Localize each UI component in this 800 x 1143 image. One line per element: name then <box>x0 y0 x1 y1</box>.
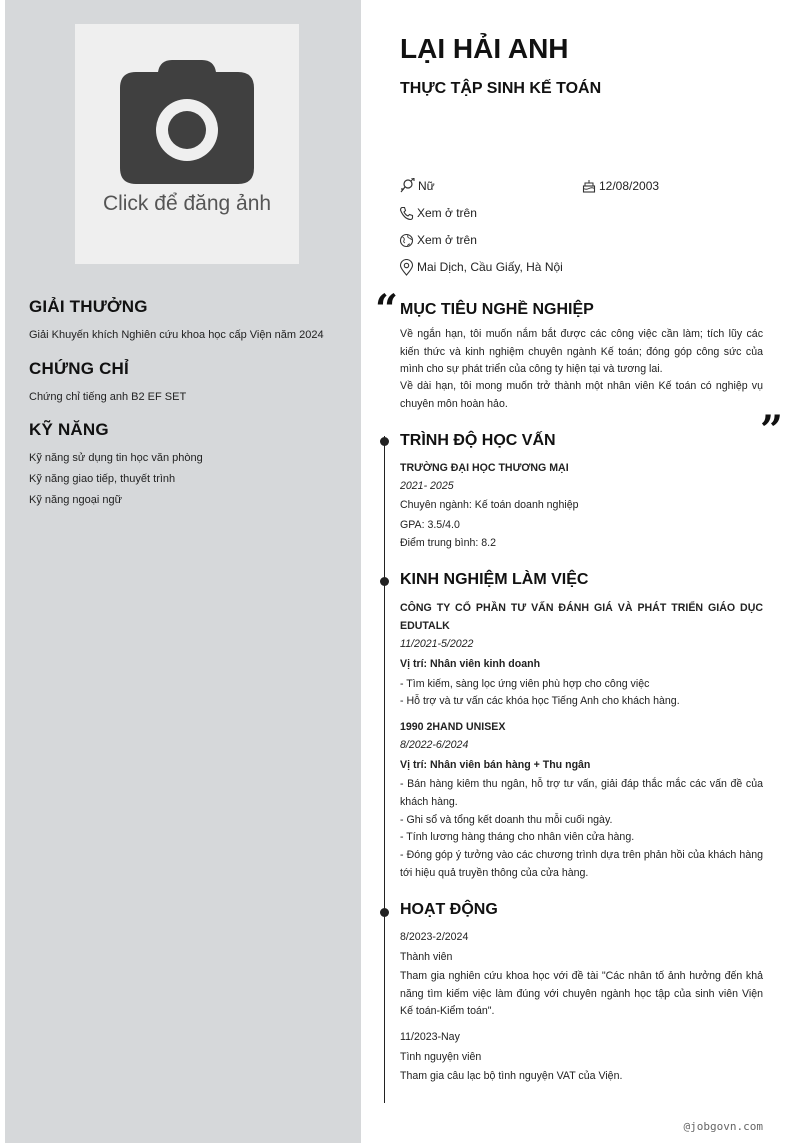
job-period: 8/2022-6/2024 <box>400 739 469 751</box>
certificate-item: Chứng chỉ tiếng anh B2 EF SET <box>29 391 187 403</box>
footer-watermark: @jobgovn.com <box>683 1120 763 1133</box>
website-info <box>399 231 477 249</box>
education-average: Điểm trung bình: 8.2 <box>400 537 496 549</box>
education-major: Chuyên ngành: Kế toán doanh nghiệp <box>400 499 579 511</box>
job-task: - Hỗ trợ và tư vấn các khóa học Tiếng Anh cho khách hàng. <box>400 695 680 707</box>
certificates-section <box>29 359 349 408</box>
cake-icon <box>582 179 596 193</box>
skills-section <box>29 420 349 511</box>
job-task: - Tìm kiếm, sàng lọc ứng viên phù hợp cho công việc <box>400 678 650 690</box>
address-value: Mai Dịch, Cầu Giấy, Hà Nội <box>417 260 563 274</box>
education-period: 2021- 2025 <box>400 480 454 492</box>
objective-heading: MỤC TIÊU NGHỀ NGHIỆP <box>400 301 594 318</box>
phone-value: Xem ở trên <box>417 206 477 220</box>
skills-heading: KỸ NĂNG <box>29 420 109 439</box>
job-task: - Tính lương hàng tháng cho nhân viên cửa hàng. <box>400 831 635 843</box>
timeline-line <box>384 436 385 1103</box>
job-period: 11/2021-5/2022 <box>400 638 474 650</box>
job-title: THỰC TẬP SINH KẾ TOÁN <box>400 80 602 97</box>
skill-item: Kỹ năng sử dụng tin học văn phòng <box>29 452 203 464</box>
job-task: - Bán hàng kiêm thu ngân, hỗ trợ tư vấn, giải đáp thắc mắc các vấn đề của khách hàng. <box>400 778 763 808</box>
skill-item: Kỹ năng ngoại ngữ <box>29 494 122 506</box>
skill-item: Kỹ năng giao tiếp, thuyết trình <box>29 473 176 485</box>
address-info <box>399 258 563 276</box>
activity-description: Tham gia câu lạc bộ tình nguyện VAT của Viện. <box>400 1070 623 1082</box>
education-gpa: GPA: 3.5/4.0 <box>400 519 460 531</box>
open-quote-icon: “ <box>375 286 399 333</box>
job-company: CÔNG TY CỔ PHẦN TƯ VẤN ĐÁNH GIÁ VÀ PHÁT TRIỂN GIÁO DỤC EDUTALK <box>400 602 763 632</box>
objective-long-term: Về dài hạn, tôi mong muốn trở thành một nhân viên Kế toán có nghiệp vụ chuyên môn hoàn hảo. <box>400 380 763 410</box>
job-task: - Ghi sổ và tổng kết doanh thu mỗi cuối ngày. <box>400 814 613 826</box>
website-value: Xem ở trên <box>417 233 477 247</box>
birthday-value: 12/08/2003 <box>599 179 660 193</box>
job-role: Vị trí: Nhân viên kinh doanh <box>400 658 541 670</box>
phone-icon <box>399 206 414 221</box>
timeline-dot <box>380 908 389 917</box>
objective-short-term: Về ngắn hạn, tôi muốn nắm bắt được các công việc cần làm; tích lũy các kiến thức và kinh nghiệm chuyên ngành Kế toán; đóng góp công sức của mình cho sự phát triển của công ty hiện tại và tương lai. <box>400 328 763 376</box>
job-task: - Đóng góp ý tưởng vào các chương trình dựa trên phản hồi của khách hàng tới hiệu quả truyền thông của cửa hàng. <box>400 849 763 879</box>
awards-section <box>29 297 349 346</box>
timeline-dot <box>380 437 389 446</box>
camera-icon <box>120 58 254 184</box>
activity-period: 8/2023-2/2024 <box>400 931 469 943</box>
activity-period: 11/2023-Nay <box>400 1031 460 1043</box>
globe-icon <box>399 233 414 248</box>
timeline-dot <box>380 577 389 586</box>
location-pin-icon <box>399 259 414 276</box>
activity-description: Tham gia nghiên cứu khoa học với đề tài "Các nhân tố ảnh hưởng đến khả năng tìm kiếm việc làm đúng với chuyên ngành học tập của sinh viên Viện Kế toán-Kiểm toán". <box>400 970 763 1018</box>
photo-upload-label: Click để đăng ảnh <box>102 192 272 215</box>
activity-role: Tình nguyện viên <box>400 1051 482 1063</box>
experience-heading: KINH NGHIỆM LÀM VIỆC <box>400 571 589 588</box>
awards-heading: GIẢI THƯỞNG <box>29 297 148 316</box>
job-role: Vị trí: Nhân viên bán hàng + Thu ngân <box>400 759 591 771</box>
gender-icon <box>399 178 415 194</box>
gender-info <box>399 177 435 195</box>
award-item: Giải Khuyến khích Nghiên cứu khoa học cấp Viện năm 2024 <box>29 329 324 341</box>
activity-role: Thành viên <box>400 951 453 963</box>
photo-upload[interactable] <box>75 24 299 264</box>
phone-info <box>399 204 477 222</box>
birthday-info <box>582 177 659 195</box>
job-company: 1990 2HAND UNISEX <box>400 721 506 733</box>
close-quote-icon: ” <box>760 407 784 454</box>
school-name: TRƯỜNG ĐẠI HỌC THƯƠNG MẠI <box>400 462 569 474</box>
activities-heading: HOẠT ĐỘNG <box>400 901 498 918</box>
gender-value: Nữ <box>418 179 435 193</box>
certificates-heading: CHỨNG CHỈ <box>29 359 129 378</box>
education-heading: TRÌNH ĐỘ HỌC VẤN <box>400 432 556 449</box>
candidate-name: LẠI HẢI ANH <box>400 33 569 64</box>
